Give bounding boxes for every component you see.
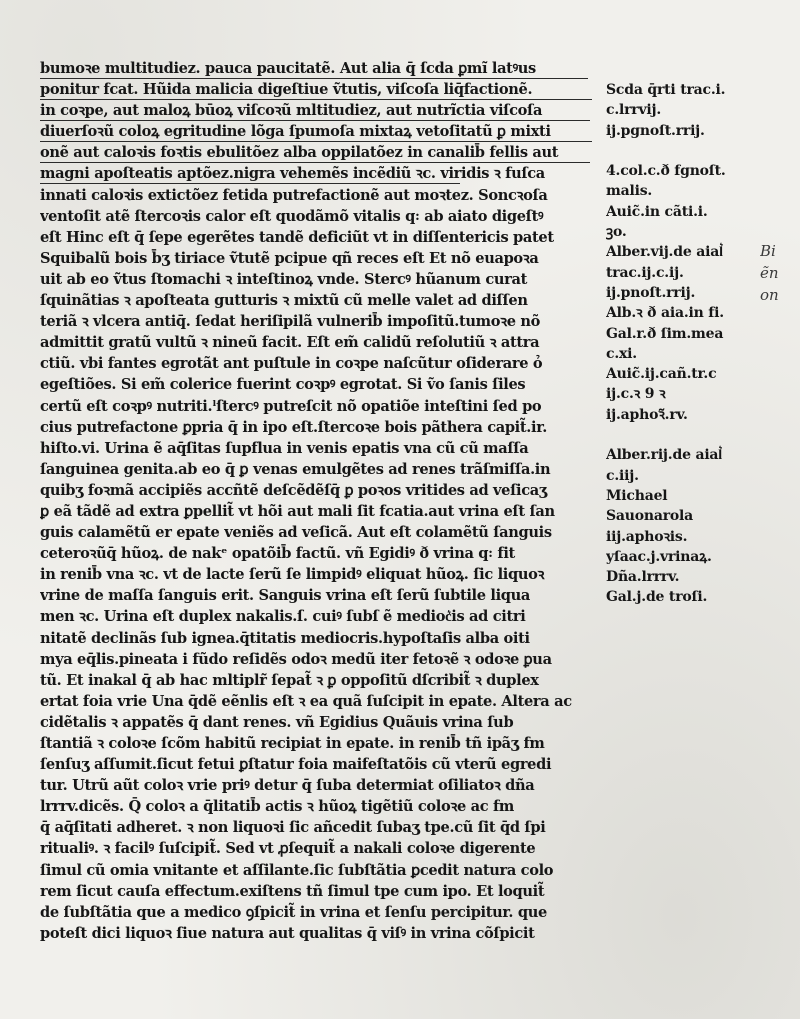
margin-note: Michael	[606, 487, 668, 504]
text-line: in coꝛpe, aut maloꝝ būoꝝ viſcoꝛũ mltitudiez, aut nutrĩctia viſcoſa	[40, 102, 543, 120]
margin-note: Dña.lrrrv.	[606, 569, 680, 586]
text-line: Squibalũ bois b̄ʒ tiriace ṽtutẽ pcipue qñ reces eſt Et nõ euapoꝛa	[40, 249, 539, 267]
text-line: quibʒ foꝛmã accipiẽs accñtẽ deſcẽdẽſq̄ ꝑ poꝛos vritides ad veſicaʒ	[40, 481, 547, 499]
margin-note: ij.pnoſt.rrij.	[606, 284, 696, 301]
text-line: ꝑ eã tãdẽ ad extra ꝑpellit̃ vt hõi aut mali ſit fcatia.aut vrina eſt ſan	[40, 502, 555, 520]
margin-note: Gal.j.de troſi.	[606, 589, 708, 606]
margin-note: c.lrrvij.	[606, 102, 662, 119]
text-line: cidẽtalis ꝛ appatẽs q̄ dant renes. vñ Egidius Quãuis vrina ſub	[40, 713, 514, 731]
margin-note: ij.c.ꝛ 9 ꝛ	[606, 386, 666, 403]
text-line: in renib̄ vna ꝛc. vt de lacte ſerũ ſe limpidꝰ eliquat hũoꝝ. ſic liquoꝛ	[40, 566, 545, 584]
text-line: ſenſuʒ aſſumit.ſicut fetui ꝑſtatur foia maifeſtatõis cũ vterũ egredi	[40, 756, 552, 774]
text-line: ceteroꝛũq̄ hũoꝝ. de nakᵉ opatõib̄ factũ. vñ Egidiꝰ ð vrina q꞉ fit	[40, 545, 515, 563]
margin-note: Sauonarola	[606, 508, 694, 525]
marginal-notes-column	[606, 80, 796, 608]
margin-note: c.iij.	[606, 467, 639, 484]
margin-note: Auic̃.ij.cañ.tr.c	[606, 366, 717, 383]
margin-note: 4.col.c.ð fgnoſt.	[606, 163, 726, 180]
text-line: rem ſicut cauſa effectum.exiſtens tñ ſimul tpe cum ipo. Et loquit̃	[40, 882, 545, 900]
text-line: ctiũ. vbi fantes egrotãt ant puſtule in coꝛpe naſcũtur oſiderare ỏ	[40, 355, 543, 373]
text-line: hiſto.vi. Urina ẽ aq̄ſitas ſupflua in venis epatis vna cũ cũ maſſa	[40, 439, 529, 457]
text-line: poteſt dici liquoꝛ ſiue natura aut qualitas q̄ viſꝰ in vrina cõſpicit	[40, 924, 535, 942]
text-line: lrrrv.dicẽs. Q̄ coloꝛ a q̄litatib̄ actis ꝛ hũoꝝ tigẽtiũ coloꝛe ac fm	[40, 798, 515, 816]
margin-spacer	[606, 425, 796, 445]
text-line: bumoꝛe multitudiez. pauca paucitatẽ. Aut alia q̄ ſcda ꝑmĩ latꝰus	[40, 60, 536, 77]
text-line: ſtantiã ꝛ coloꝛe ſcõm habitũ recipiat in epate. in renib̄ tñ ipãʒ fm	[40, 735, 545, 752]
text-line: de ſubſtãtia que a medico ꝯſpicit̃ in vrina et ſenſu percipitur. que	[40, 903, 547, 921]
text-line: certũ eſt coꝛpꝰ nutriti.ˡſtercꝰ putreſcit nõ opatiõe inteſtini ſed po	[40, 397, 542, 415]
text-line: vrine de maſſa ſanguis erit. Sanguis vrina eſt ſerũ ſubtile liqua	[40, 587, 531, 605]
text-line: innati caloꝛis extictõez fetida putrefactionẽ aut moꝛtez. Soncꝛoſa	[40, 186, 548, 204]
text-line: men ꝛc. Urina eſt duplex nakalis.ſ. cuiꝰ ſubſ ẽ medioc͛is ad citri	[40, 608, 526, 626]
margin-note: Alb.ꝛ ð aia.in fi.	[606, 305, 724, 322]
text-line: teriã ꝛ vlcera antiq̄. ſedat heriſipilã vulnerib̄ impoſitũ.tumoꝛe nõ	[40, 313, 541, 331]
text-line: ſimul cũ omia vnitante et aſſilante.ſic ſubſtãtia ꝑcedit natura colo	[40, 861, 554, 879]
text-line: nitatẽ declinãs ſub ignea.q̄titatis mediocris.hypoſtaſis alba oiti	[40, 629, 530, 647]
text-line: ſquinãtias ꝛ apoſteata gutturis ꝛ mixtũ cũ melle valet ad diſſen	[40, 292, 528, 310]
text-line: ritualiꝰ. ꝛ facilꝰ ſuſcipit̃. Sed vt ꝓſequit̃ a nakali coloꝛe digerente	[40, 840, 536, 858]
text-line: cius putrefactone ꝑpria q̄ in ipo eſt.ſtercoꝛe bois pãthera capit̃.ir.	[40, 418, 547, 436]
margin-note: yſaac.j.vrinaꝝ.	[606, 548, 712, 565]
text-line: tur. Utrũ aũt coloꝛ vrie priꝰ detur q̄ ſuba determiat oſiliatoꝛ dña	[40, 777, 535, 795]
margin-note: c.xi.	[606, 345, 637, 362]
margin-note: Alber.vij.de aial͛	[606, 244, 723, 261]
margin-note: malis.	[606, 183, 653, 200]
margin-note: Auic̃.in cãti.i.	[606, 203, 708, 220]
text-line: ſanguinea genita.ab eo q̄ ꝑ venas emulgẽtes ad renes trãſmiſſa.in	[40, 460, 551, 478]
text-line: admittit gratũ vultũ ꝛ nineũ facit. Eſt em̃ calidũ reſolutiũ ꝛ attra	[40, 334, 540, 352]
text-line: magni apoſteatis aptõez.nigra vehemẽs incẽdiũ ꝛc. viridis ꝛ fuſca	[40, 165, 545, 183]
main-text-column	[40, 58, 600, 944]
handwritten-note-line: Bi	[760, 242, 776, 260]
text-line: eſt Hinc eſt q̄ ſepe egerẽtes tandẽ deficiũt vt in diſſentericis patet	[40, 228, 554, 246]
handwritten-marginal-note	[760, 240, 800, 306]
text-line: mya eq̄lis.pineata i fũdo reſidẽs odoꝛ medũ iter fetoꝛẽ ꝛ odoꝛe ꝑua	[40, 650, 552, 668]
text-line: q̄ aq̄ſitati adheret. ꝛ non liquoꝛi ſic añcedit ſubaʒ tpe.cũ ſit q̄d ſpi	[40, 819, 546, 837]
text-line: onẽ aut caloꝛis foꝛtis ebulitõez alba oppilatõez in canalib̄ fellis aut	[40, 144, 559, 162]
text-line: ponitur fcat. Hũida malicia digeſtiue ṽtutis, viſcoſa liq̄factionẽ.	[40, 81, 533, 99]
margin-note: Scda q̄rti trac.i.	[606, 82, 726, 98]
text-line: diuerſoꝛũ coloꝝ egritudine lõga ſpumoſa mixtaꝝ vetoſitatũ ꝑ mixti	[40, 123, 551, 141]
margin-note: iij.aphoꝛis.	[606, 528, 688, 545]
text-line: guis calamẽtũ er epate veniẽs ad veſicã. Aut eſt colamẽtũ ſanguis	[40, 524, 552, 542]
text-line: egeſtiões. Si em̃ colerice fuerint coꝛpꝰ egrotat. Si ṽo ſanis ſiles	[40, 376, 526, 394]
margin-note: trac.ij.c.ij.	[606, 264, 684, 281]
text-line: uit ab eo ṽtus ſtomachi ꝛ inteſtinoꝝ vnde. Stercꝰ hũanum curat	[40, 270, 527, 288]
margin-note: ij.pgnoſt.rrij.	[606, 122, 705, 139]
text-line: ertat foia vrie Una q̄dẽ eẽnlis eſt ꝛ ea quã ſuſcipit in epate. Altera ac	[40, 692, 572, 710]
margin-spacer	[606, 141, 796, 161]
margin-note: ij.aphoꝛ̃.rv.	[606, 406, 688, 423]
handwritten-note-line: ẽn	[760, 264, 779, 282]
margin-note: Alber.rij.de aial͛	[606, 447, 722, 464]
handwritten-note-line: on	[760, 286, 779, 304]
margin-note: Gal.r.ð ſim.mea	[606, 325, 724, 342]
text-line: tũ. Et inakal q̄ ab hac mltiplr̃ ſepat̃ ꝛ ꝑ oppoſitũ dſcribit̃ ꝛ duplex	[40, 671, 539, 689]
margin-note: ꝫo.	[606, 224, 627, 241]
text-line: ventoſit atẽ ſtercoꝛis calor eſt quodãmõ vitalis q꞉ ab aiato digeſtꝰ	[40, 207, 544, 225]
